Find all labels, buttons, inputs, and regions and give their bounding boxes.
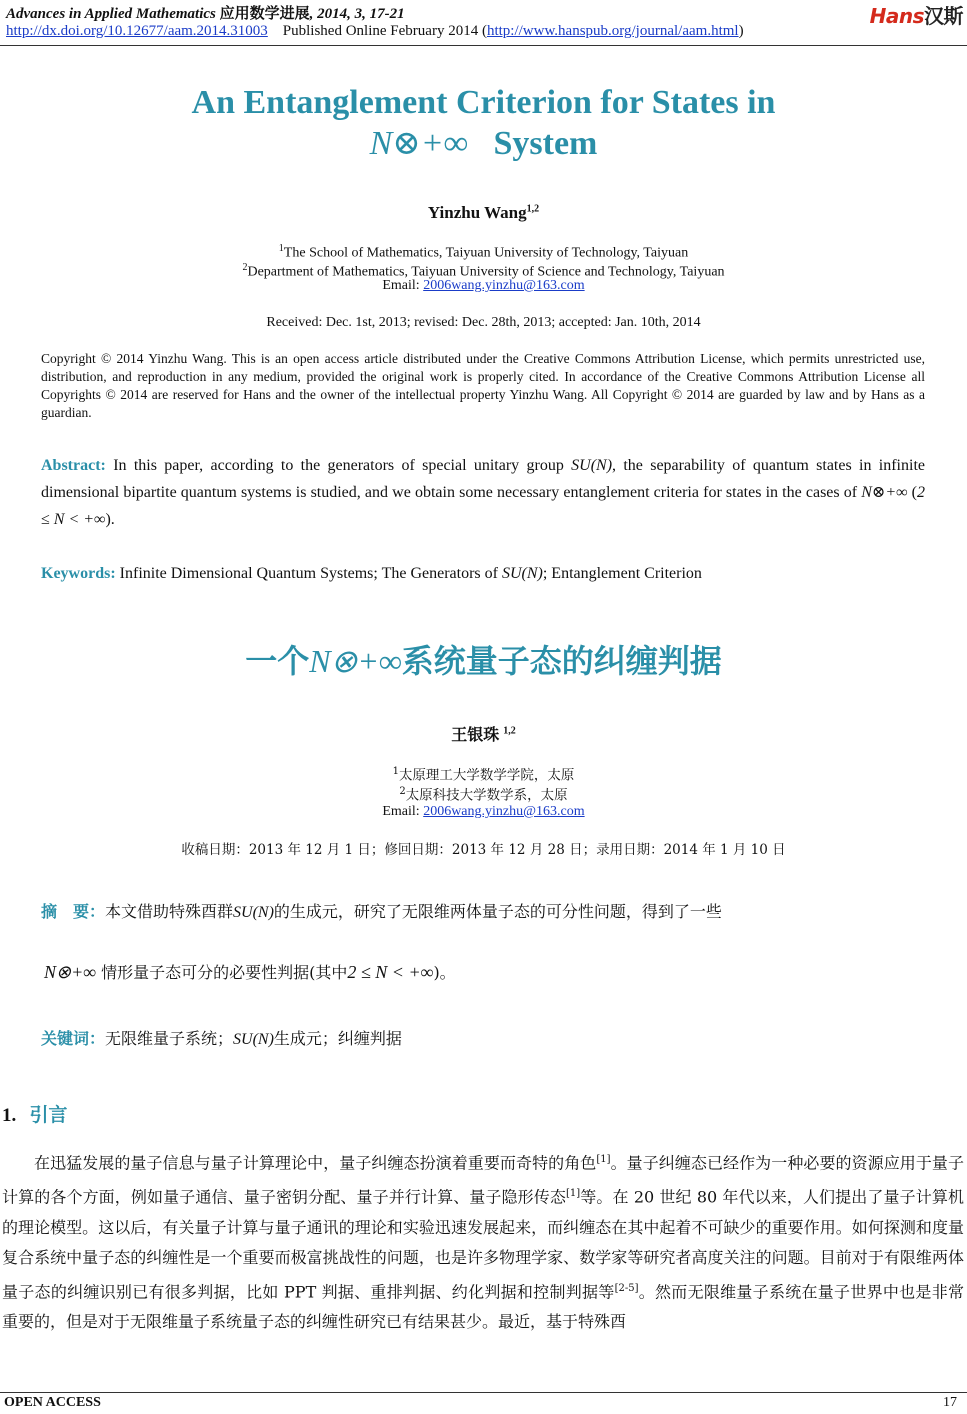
published-text: Published Online February 2014 (: [282, 23, 487, 39]
dates-en: Received: Dec. 1st, 2013; revised: Dec. 28th, 2013; accepted: Jan. 10th, 2014: [266, 315, 701, 330]
title-en-math: N⊗+∞: [369, 125, 468, 162]
journal-volume: , 2014, 3, 17-21: [309, 6, 405, 22]
journal-name-cn: 应用数学进展: [219, 6, 310, 22]
section-title: 引言: [29, 1104, 68, 1126]
email-cn: [0, 803, 967, 821]
dates-cn: 收稿日期：2013 年 12 月 1 日；修回日期：2013 年 12 月 28 日；录用日期：2014 年 1 月 10 日: [181, 842, 786, 858]
abstract-label: Abstract:: [41, 457, 106, 474]
abstract-cn-math3: 2 ≤ N < +∞: [347, 962, 434, 982]
hans-logo: [870, 0, 963, 29]
title-cn: [0, 636, 967, 682]
citation-1[interactable]: [1]: [596, 1154, 611, 1165]
doi-link[interactable]: http://dx.doi.org/10.12677/aam.2014.31003: [6, 23, 268, 39]
abstract-cn-math2: N⊗+∞: [44, 962, 97, 982]
abstract-text2: , the separability of quantum states in infinite dimensional bipartite quantum systems is studied, and we obtain some necessary entanglement criteria for states in the cases of: [41, 457, 925, 501]
author-cn-sup: 1,2: [503, 725, 516, 737]
keywords-cn-text2: 生成元；纠缠判据: [273, 1029, 402, 1048]
section-heading: [2, 1100, 68, 1127]
abstract-cn-text4: )。: [433, 963, 456, 982]
header-rule: [0, 45, 967, 46]
journal-url-link[interactable]: http://www.hanspub.org/journal/aam.html: [486, 23, 739, 39]
keywords-cn: [41, 1025, 925, 1054]
copyright-notice: Copyright © 2014 Yinzhu Wang. This is an open access article distributed under the Creative Commons Attribution License, which permits unrestricted use, distribution, and reproduction in any medium, provided the original work is properly cited. In accordance of the Creative Commons Attribution License all Copyrights © 2014 are reserved for Hans and the owner of the intellectual property Yinzhu Wang. All Copyright © 2014 are guarded by law and by Hans as a guardian.: [41, 351, 925, 420]
aff1-sup: 1: [278, 243, 284, 254]
abstract-cn-text3: 情形量子态可分的必要性判据(其中: [101, 963, 348, 982]
abstract-math1: SU(N): [571, 457, 613, 474]
citation-3[interactable]: [2-5]: [614, 1282, 639, 1294]
abstract-cn-math1: SU(N): [233, 904, 274, 921]
email-link[interactable]: 2006wang.yinzhu@163.com: [423, 278, 585, 293]
title-en-line1: An Entanglement Criterion for States in: [191, 84, 776, 121]
aff2-sup: 2: [242, 262, 248, 273]
intro-paragraph: [2, 1145, 964, 1338]
email-cn-label: Email:: [382, 804, 424, 819]
abstract-math3: 2 ≤ N < +∞: [41, 484, 926, 528]
intro-text1: 在迅猛发展的量子信息与量子计算理论中，量子纠缠态扮演着重要而奇特的角色: [34, 1153, 597, 1173]
affiliation-cn-1: [0, 763, 967, 785]
keywords-cn-label: 关键词：: [41, 1029, 106, 1048]
keywords-en: [41, 560, 925, 587]
keywords-math1: SU(N): [501, 565, 543, 582]
author-en-sup: 1,2: [526, 203, 540, 215]
intro-text2: 。量子纠缠态已经作为一种必要的资源应用于量子计算的各个方面，例如量子通信、量子密钥分配、量子并行计算、量子隐形传态: [2, 1153, 964, 1207]
abstract-text4: ).: [105, 511, 115, 528]
email-en: [0, 277, 967, 295]
author-cn: [0, 722, 967, 745]
footer-rule: [0, 1392, 967, 1393]
aff-cn2-text: 太原科技大学数学系，太原: [405, 787, 568, 804]
journal-name-en: Advances in Applied Mathematics: [6, 6, 216, 22]
keywords-text1: Infinite Dimensional Quantum Systems; The Generators of: [115, 565, 502, 582]
abstract-en: [41, 452, 925, 533]
abstract-cn-text2: 的生成元，研究了无限维两体量子态的可分性问题，得到了一些: [273, 902, 722, 921]
abstract-cn-line2: [44, 958, 928, 987]
affiliation-cn-2: [0, 783, 967, 805]
aff-cn2-sup: 2: [399, 786, 406, 797]
title-cn-math: N⊗+∞: [309, 643, 402, 679]
abstract-math2: N⊗+∞: [861, 484, 908, 501]
aff1-text: The School of Mathematics, Taiyuan University of Technology, Taiyuan: [283, 245, 689, 261]
author-en: [0, 203, 967, 223]
logo-cn: 汉斯: [924, 4, 963, 28]
logo-latin: Hans: [869, 4, 924, 28]
aff2-text: Department of Mathematics, Taiyuan University of Science and Technology, Taiyuan: [247, 264, 725, 280]
abstract-text3: (: [907, 484, 918, 501]
header-doi-line: [6, 23, 744, 40]
intro-text4: 。然而无限维量子系统在量子世界中也是非常重要的，但是对于无限维量子系统量子态的纠缠性研究已有结果甚少。最近，基于特殊酉: [2, 1281, 964, 1332]
intro-text3: 等。在 20 世纪 80 年代以来，人们提出了量子计算机的理论模型。这以后，有关量子计算与量子通讯的理论和实验迅速发展起来，而纠缠态在其中起着不可缺少的重要作用。如何探测和度量复合系统中量子态的纠缠性是一个重要而极富挑战性的问题，也是许多物理学家、数学家等研究者高度关注的问题。目前对于有限维两体量子态的纠缠识别已有很多判据，比如 PPT 判据、重排判据、约化判据和控制判据等: [2, 1187, 964, 1301]
page-number: 17: [943, 1395, 957, 1410]
title-en-system: System: [493, 125, 598, 162]
open-access-label: OPEN ACCESS: [4, 1395, 101, 1410]
section-number: 1.: [2, 1105, 17, 1126]
title-cn-prefix: 一个: [245, 642, 310, 680]
title-cn-suffix: 系统量子态的纠缠判据: [401, 642, 722, 680]
aff-cn1-sup: 1: [392, 766, 399, 777]
author-en-name: Yinzhu Wang: [427, 203, 527, 222]
title-en-line2: [0, 123, 967, 165]
abstract-cn-text1: 本文借助特殊酉群: [105, 902, 234, 921]
keywords-label: Keywords:: [41, 565, 116, 582]
abstract-cn-line1: [41, 898, 925, 927]
aff-cn1-text: 太原理工大学数学学院，太原: [398, 767, 575, 784]
citation-2[interactable]: [1]: [566, 1187, 581, 1199]
keywords-cn-math1: SU(N): [233, 1031, 274, 1048]
keywords-text2: ; Entanglement Criterion: [542, 565, 702, 582]
abstract-text1: In this paper, according to the generators of special unitary group: [105, 457, 572, 474]
published-close: ): [738, 23, 744, 39]
email-cn-link[interactable]: 2006wang.yinzhu@163.com: [423, 804, 585, 819]
abstract-cn-label: 摘 要：: [41, 902, 106, 921]
journal-header: [6, 2, 405, 23]
author-cn-name: 王银珠: [451, 725, 500, 744]
keywords-cn-text1: 无限维量子系统；: [105, 1029, 234, 1048]
email-label: Email:: [382, 278, 424, 293]
